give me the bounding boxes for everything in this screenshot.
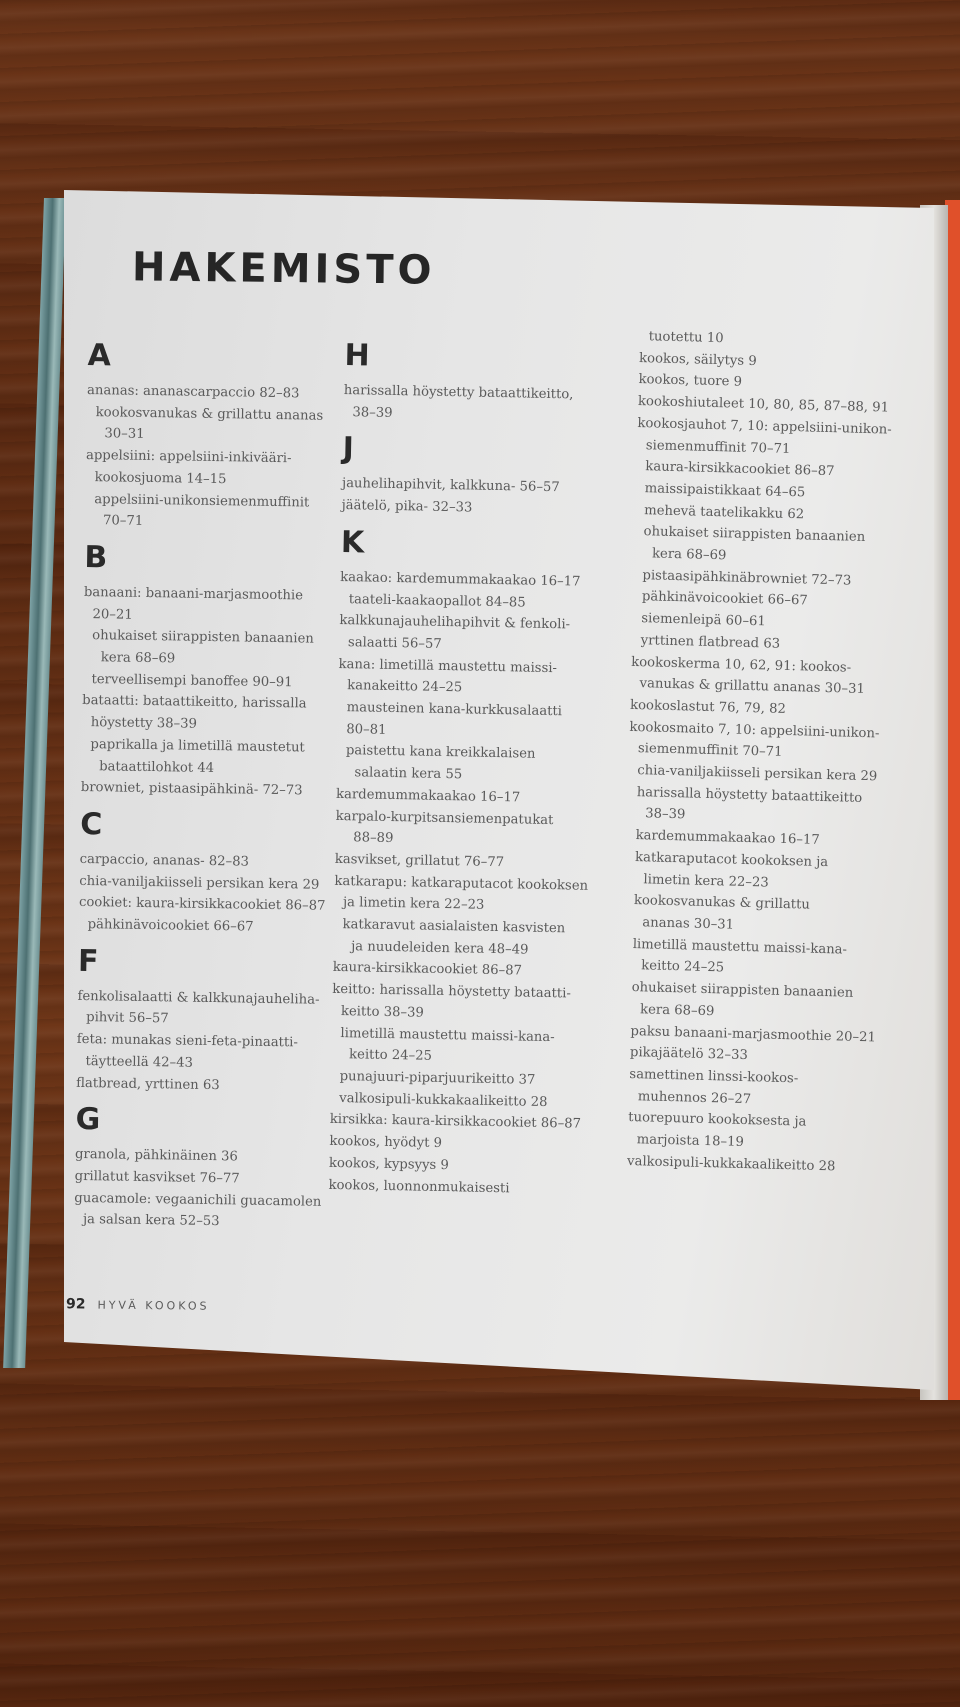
index-entry: kaura-kirsikkacookiet 86–87 (645, 459, 835, 480)
index-entry: limetillä maustettu maissi-kana- (340, 1025, 555, 1045)
index-entry: pihvit 56–57 (86, 1010, 169, 1027)
index-entry: täytteellä 42–43 (85, 1053, 194, 1071)
index-section (343, 338, 635, 429)
index-entry: kaakao: kardemummakaakao 16–17 (340, 569, 581, 590)
index-entry: kookoshiutaleet 10, 80, 85, 87–88, 91 (637, 394, 890, 416)
index-entry: kera 68–69 (100, 650, 176, 667)
index-entry: kana: limetillä maustettu maissi- (338, 656, 558, 676)
index-entry: mausteinen kana-kurkkusalaatti (346, 700, 563, 720)
index-section (76, 944, 368, 1099)
index-entry: 20–21 (92, 606, 133, 623)
running-book-title: HYVÄ KOOKOS (97, 1298, 210, 1313)
index-section (328, 525, 631, 1202)
index-entry: browniet, pistaasipähkinä- 72–73 (80, 780, 303, 799)
index-entry: ananas: ananascarpaccio 82–83 (86, 382, 300, 402)
index-entry: keitto: harissalla höystetty bataatti- (332, 982, 571, 1002)
section-letter-heading: C (79, 806, 103, 843)
index-entry: banaani: banaani-marjasmoothie (83, 584, 304, 604)
page-number: 92 (65, 1296, 86, 1313)
index-entry: kookosmaito 7, 10: appelsiini-unikon- (629, 719, 880, 742)
section-letter-heading: H (344, 337, 370, 374)
index-entry: 88–89 (353, 830, 394, 847)
index-entry: kookos, tuore 9 (638, 372, 743, 391)
index-entry: marjoista 18–19 (636, 1132, 745, 1151)
index-entry: 70–71 (102, 513, 144, 530)
index-column-2 (328, 330, 635, 1202)
index-entry: höystetty 38–39 (90, 715, 198, 732)
index-entry: guacamole: vegaanichili guacamolen (74, 1190, 322, 1210)
index-section (78, 807, 370, 940)
index-entry: pähkinävoicookiet 66–67 (87, 917, 254, 935)
index-entry: muhennos 26–27 (637, 1088, 752, 1107)
index-entry: ohukaiset siirappisten banaanien (92, 628, 314, 647)
index-entry: maissipaistikkaat 64–65 (644, 481, 806, 501)
index-entry: bataatti: bataattikeitto, harissalla (82, 693, 307, 712)
index-section (81, 540, 375, 804)
index-entry: ananas 30–31 (642, 915, 735, 933)
index-entry: 38–39 (352, 404, 393, 421)
index-entry: kookoskerma 10, 62, 91: kookos- (631, 654, 852, 676)
index-section (618, 326, 930, 1180)
index-entry: ja salsan kera 52–53 (82, 1212, 220, 1230)
index-entry: ja nuudeleiden kera 48–49 (351, 938, 529, 958)
index-entry: paksu banaani-marjasmoothie 20–21 (630, 1023, 877, 1045)
index-entry: kardemummakaakao 16–17 (335, 786, 521, 806)
index-entry: terveellisempi banoffee 90–91 (91, 671, 293, 690)
index-section (341, 431, 633, 522)
page-footer (66, 1296, 210, 1314)
index-entry: katkaravut aasialaisten kasvisten (342, 917, 566, 937)
index-entry: kookosvanukas & grillattu (633, 893, 811, 913)
section-letter-heading: J (342, 431, 355, 467)
index-entry: kookosvanukas & grillattu ananas (95, 404, 324, 424)
index-entry: siemenmuffinit 70–71 (645, 437, 791, 457)
index-entry: flatbread, yrttinen 63 (76, 1075, 220, 1093)
section-letter-heading: B (84, 539, 108, 576)
index-entry: kookos, luonnonmukaisesti (328, 1177, 510, 1196)
index-entry: tuotettu 10 (648, 329, 724, 347)
index-entry: harissalla höystetty bataattikeitto (636, 784, 863, 806)
index-entry: tuorepuuro kookoksesta ja (628, 1110, 807, 1130)
index-entry: vanukas & grillattu ananas 30–31 (639, 676, 866, 698)
index-entry: siemenleipä 60–61 (641, 611, 766, 630)
index-entry: kanakeitto 24–25 (347, 678, 463, 696)
index-entry: kera 68–69 (651, 546, 727, 564)
index-entry: taateli-kaakaopallot 84–85 (348, 591, 526, 611)
index-entry: paprikalla ja limetillä maustetut (90, 736, 305, 756)
index-entry: kalkkunajauhelihapihvit & fenkoli- (339, 613, 571, 633)
section-letter-heading: G (75, 1102, 101, 1138)
index-entry: harissalla höystetty bataattikeitto, (343, 382, 574, 403)
index-entry: ja limetin kera 22–23 (342, 895, 485, 914)
index-entry: katkaraputacot kookoksen ja (634, 849, 829, 870)
index-entry: kookos, kypsyys 9 (328, 1155, 449, 1173)
index-entry: jäätelö, pika- 32–33 (341, 498, 473, 516)
index-entry: karpalo-kurpitsansiemenpatukat (335, 808, 554, 828)
index-entry: appelsiini: appelsiini-inkivääri- (85, 448, 292, 467)
index-entry: granola, pähkinäinen 36 (74, 1147, 239, 1165)
index-entry: kookos, säilytys 9 (638, 350, 757, 369)
section-letter-heading: A (87, 337, 112, 374)
index-entry: kookos, hyödyt 9 (329, 1133, 443, 1152)
index-entry: salaatti 56–57 (347, 635, 442, 652)
index-entry: cookiet: kaura-kirsikkacookiet 86–87 (78, 895, 326, 915)
index-entry: katkarapu: katkaraputacot kookoksen (334, 873, 589, 894)
index-entry: 30–31 (104, 426, 145, 443)
index-entry: keitto 24–25 (348, 1047, 433, 1065)
index-entry: 80–81 (346, 721, 387, 738)
index-section (74, 1102, 366, 1235)
index-entry: paistettu kana kreikkalaisen (345, 743, 536, 763)
index-entry: ohukaiset siirappisten banaanien (643, 524, 866, 546)
index-entry: ohukaiset siirappisten banaanien (631, 980, 854, 1001)
index-entry: kasvikset, grillatut 76–77 (334, 851, 505, 871)
index-entry: kookoslastut 76, 79, 82 (629, 697, 787, 717)
index-entry: limetin kera 22–23 (643, 871, 769, 891)
index-entry: valkosipuli-kukkakaalikeitto 28 (339, 1090, 548, 1110)
page-title: HAKEMISTO (131, 244, 436, 294)
index-entry: kookosjauhot 7, 10: appelsiini-unikon- (637, 415, 892, 438)
index-entry: samettinen linssi-kookos- (629, 1066, 799, 1087)
book-cover-left-edge (3, 198, 66, 1368)
index-entry: fenkolisalaatti & kalkkunajauheliha- (77, 988, 320, 1008)
index-entry: valkosipuli-kukkakaalikeitto 28 (626, 1153, 836, 1175)
section-letter-heading: K (340, 524, 365, 561)
index-entry: bataattilohkot 44 (99, 758, 215, 776)
index-entry: pikajäätelö 32–33 (629, 1045, 749, 1064)
index-entry: carpaccio, ananas- 82–83 (79, 851, 250, 870)
index-entry: kera 68–69 (639, 1002, 715, 1019)
index-column-3 (618, 326, 930, 1180)
index-entry: keitto 38–39 (340, 1003, 424, 1021)
index-entry: jauhelihapihvit, kalkkuna- 56–57 (341, 476, 560, 496)
index-section (85, 338, 378, 536)
index-entry: kardemummakaakao 16–17 (635, 828, 820, 849)
index-entry: chia-vaniljakiisseli persikan kera 29 (79, 873, 320, 893)
index-entry: kookosjuoma 14–15 (94, 469, 227, 488)
index-entry: grillatut kasvikset 76–77 (74, 1168, 240, 1187)
index-entry: limetillä maustettu maissi-kana- (632, 936, 848, 958)
section-letter-heading: F (77, 943, 99, 980)
index-entry: kirsikka: kaura-kirsikkacookiet 86–87 (329, 1112, 582, 1133)
index-entry: keitto 24–25 (641, 958, 725, 976)
index-entry: appelsiini-unikonsiemenmuffinit (94, 491, 310, 511)
index-entry: kaura-kirsikkacookiet 86–87 (332, 960, 523, 979)
index-entry: feta: munakas sieni-feta-pinaatti- (76, 1032, 299, 1051)
index-entry: chia-vaniljakiisseli persikan kera 29 (637, 763, 878, 785)
index-entry: siemenmuffinit 70–71 (637, 741, 783, 761)
index-entry: yrttinen flatbread 63 (640, 632, 781, 652)
index-entry: pistaasipähkinäbrowniet 72–73 (642, 567, 852, 589)
index-entry: mehevä taatelikakku 62 (643, 502, 805, 522)
index-entry: pähkinävoicookiet 66–67 (641, 589, 808, 609)
index-entry: salaatin kera 55 (354, 765, 463, 783)
index-entry: 38–39 (645, 806, 686, 823)
index-entry: punajuuri-piparjuurikeitto 37 (339, 1069, 536, 1088)
